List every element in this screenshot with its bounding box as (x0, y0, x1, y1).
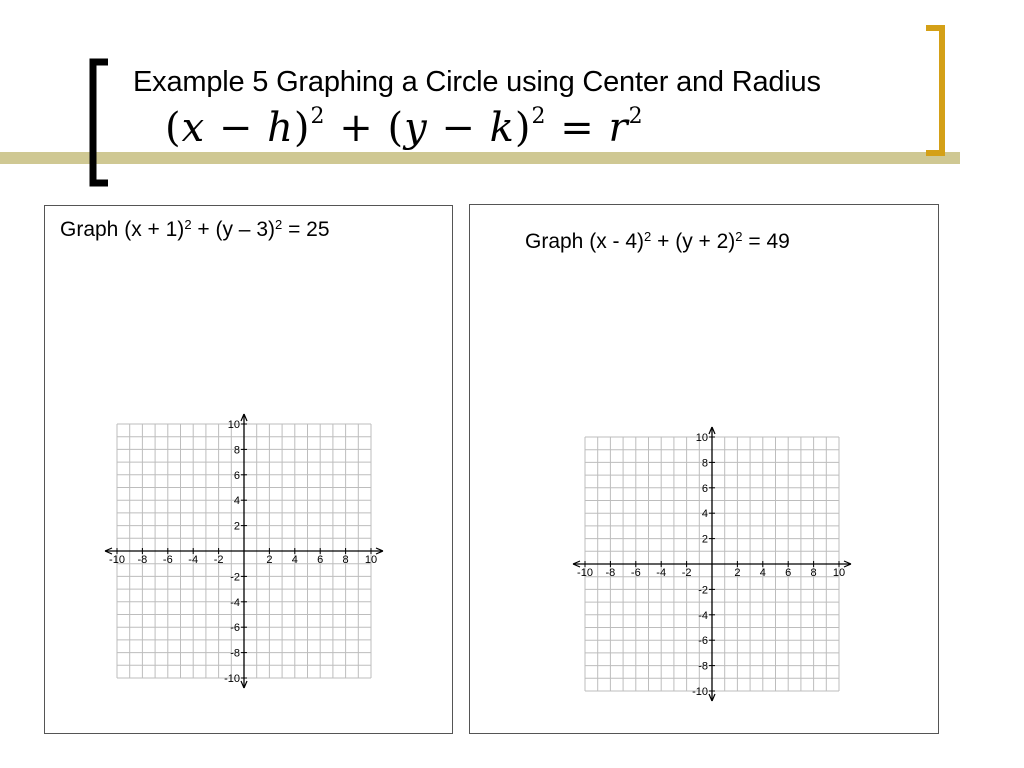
y-tick-label: 8 (701, 457, 708, 470)
x-tick-label: -2 (213, 554, 224, 566)
x-tick-label: 2 (266, 554, 273, 566)
x-tick-label: -2 (681, 567, 692, 579)
x-tick-label: -8 (605, 567, 616, 579)
x-tick-label: 10 (364, 554, 378, 566)
coordinate-grid-left (100, 412, 390, 702)
x-tick-label: -10 (577, 567, 593, 579)
y-tick-label: 2 (701, 533, 708, 546)
coordinate-grid-right (568, 425, 858, 715)
x-tick-label: -6 (630, 567, 641, 579)
y-tick-label: 10 (695, 432, 708, 444)
x-tick-label: -8 (137, 554, 148, 566)
x-tick-label: 10 (832, 567, 846, 579)
x-tick-label: 6 (785, 567, 792, 579)
left-bracket (93, 62, 108, 183)
y-tick-label: -6 (230, 622, 240, 635)
x-tick-label: 4 (759, 567, 766, 579)
y-tick-label: 4 (233, 495, 240, 508)
x-tick-label: 2 (734, 567, 741, 579)
y-tick-label: 10 (227, 419, 240, 431)
x-tick-label: -6 (162, 554, 173, 566)
x-tick-label: -4 (656, 567, 667, 579)
y-tick-label: -4 (230, 596, 240, 609)
y-tick-label: -10 (692, 686, 708, 698)
y-tick-label: 4 (701, 508, 708, 521)
y-tick-label: -2 (698, 584, 708, 597)
x-tick-label: 6 (317, 554, 324, 566)
circle-equation: $(x - h)^2 + (y - k)^2 = r^2$ (165, 104, 644, 151)
y-tick-label: 6 (233, 469, 240, 482)
y-tick-label: 6 (701, 482, 708, 495)
y-tick-label: -6 (698, 635, 708, 648)
problem-prompt: Graph $(x + 1)^2 + (y - 3)^2 = 25$ (60, 217, 330, 241)
right-bracket (926, 28, 942, 153)
x-tick-label: 4 (291, 554, 298, 566)
y-tick-label: -8 (698, 660, 708, 673)
x-tick-label: 8 (342, 554, 349, 566)
problem-prompt: Graph $(x - 4)^2 + (y + 2)^2 = 49$ (525, 229, 790, 253)
x-tick-label: 8 (810, 567, 817, 579)
y-tick-label: -4 (698, 609, 708, 622)
accent-bar (0, 152, 960, 164)
slide-title: Example 5 Graphing a Circle using Center and Radius (133, 66, 821, 98)
x-tick-label: -4 (188, 554, 199, 566)
x-tick-label: -10 (109, 554, 125, 566)
y-tick-label: 2 (233, 520, 240, 533)
y-tick-label: -2 (230, 571, 240, 584)
y-tick-label: -10 (224, 673, 240, 685)
y-tick-label: 8 (233, 444, 240, 457)
y-tick-label: -8 (230, 647, 240, 660)
